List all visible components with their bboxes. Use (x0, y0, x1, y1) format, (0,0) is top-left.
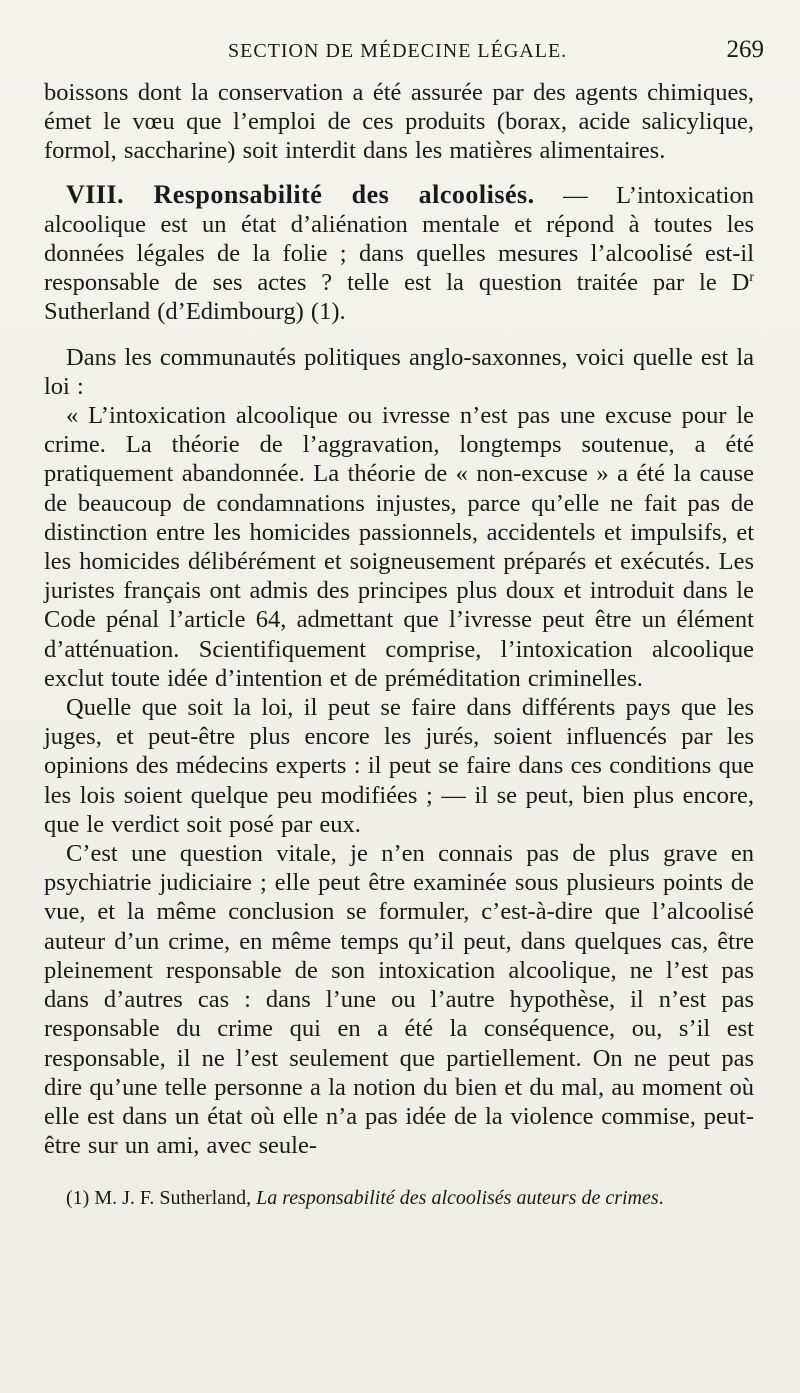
page-header (44, 36, 764, 70)
paragraph-continuation: boissons dont la conservation a été assurée par des agents chimiques, émet le vœu que l’emploi de ces produits (borax, acide salicylique, formol, saccharine) soit interdit dans les matières alimentaires. (44, 79, 754, 165)
paragraph-judges: Quelle que soit la loi, il peut se faire dans différents pays que les juges, et peut-être plus encore les jurés, soient influencés par les opinions des médecins experts : il peut se faire dans ces conditions que les lois soient quelque peu modifiées ; — il se peut, bien plus encore, que le verdict soit posé par eux. (44, 694, 754, 838)
section-heading: VIII. Responsabilité des alcoolisés. (66, 179, 535, 209)
paragraph-quote: « L’intoxication alcoolique ou ivresse n’est pas une excuse pour le crime. La théorie de l’aggravation, longtemps soutenue, a été pratiquement abandonnée. La théorie de « non-excuse » a été la cause de beaucoup de condamnations injustes, parce qu’elle ne fait pas de distinction entre les homicides passionnels, accidentels et impulsifs, et les homicides délibérément et soigneusement préparés et exécutés. Les juristes français ont admis des principes plus doux et introduit dans le Code pénal l’article 64, admettant que l’ivresse peut être un élément d’atténuation. Scientifiquement comprise, l’intoxication alcoolique exclut toute idée d’intention et de préméditation criminelles. (44, 402, 754, 692)
section-paragraph-end: Sutherland (d’Edimbourg) (1). (44, 298, 346, 326)
section-paragraph-text: — L’intoxication alcoolique est un état d’aliénation mentale et répond à toutes les données légales de la folie ; dans quelles mesures l’alcoolisé est-il responsable de ses actes ? telle est la question traitée par le D (44, 181, 754, 297)
page-number: 269 (726, 36, 764, 63)
running-head: SECTION DE MÉDECINE LÉGALE. (228, 40, 568, 62)
footnote (44, 1186, 754, 1210)
footnote-end: . (658, 1187, 664, 1210)
footnote-marker: (1) (66, 1187, 90, 1210)
footnote-title: La responsabilité des alcoolisés auteurs de crimes (256, 1187, 659, 1210)
footnote-author: M. J. F. Sutherland, (89, 1187, 257, 1210)
paragraph-law-intro: Dans les communautés politiques anglo-saxonnes, voici quelle est la loi : (44, 343, 754, 400)
section-paragraph (44, 180, 754, 327)
body-text (44, 78, 754, 1210)
doctor-superscript: r (749, 270, 754, 286)
paragraph-vital-question: C’est une question vitale, je n’en connais pas de plus grave en psychiatrie judiciaire ; elle peut être examinée sous plusieurs points de vue, et la même conclusion se formuler, c’est-à-dire que l’alcoolisé auteur d’un crime, en même temps qu’il peut, dans quelques cas, être pleinement responsable de son intoxication alcoolique, ne l’est pas dans d’autres cas : dans l’une ou l’autre hypothèse, il n’est pas responsable du crime qui en a été la conséquence, ou, s’il est responsable, il ne l’est seulement que partiellement. On ne peut pas dire qu’une telle personne a la notion du bien et du mal, au moment où elle est dans un état où elle n’a pas idée de la violence commise, peut-être sur un ami, avec seule- (44, 840, 754, 1160)
